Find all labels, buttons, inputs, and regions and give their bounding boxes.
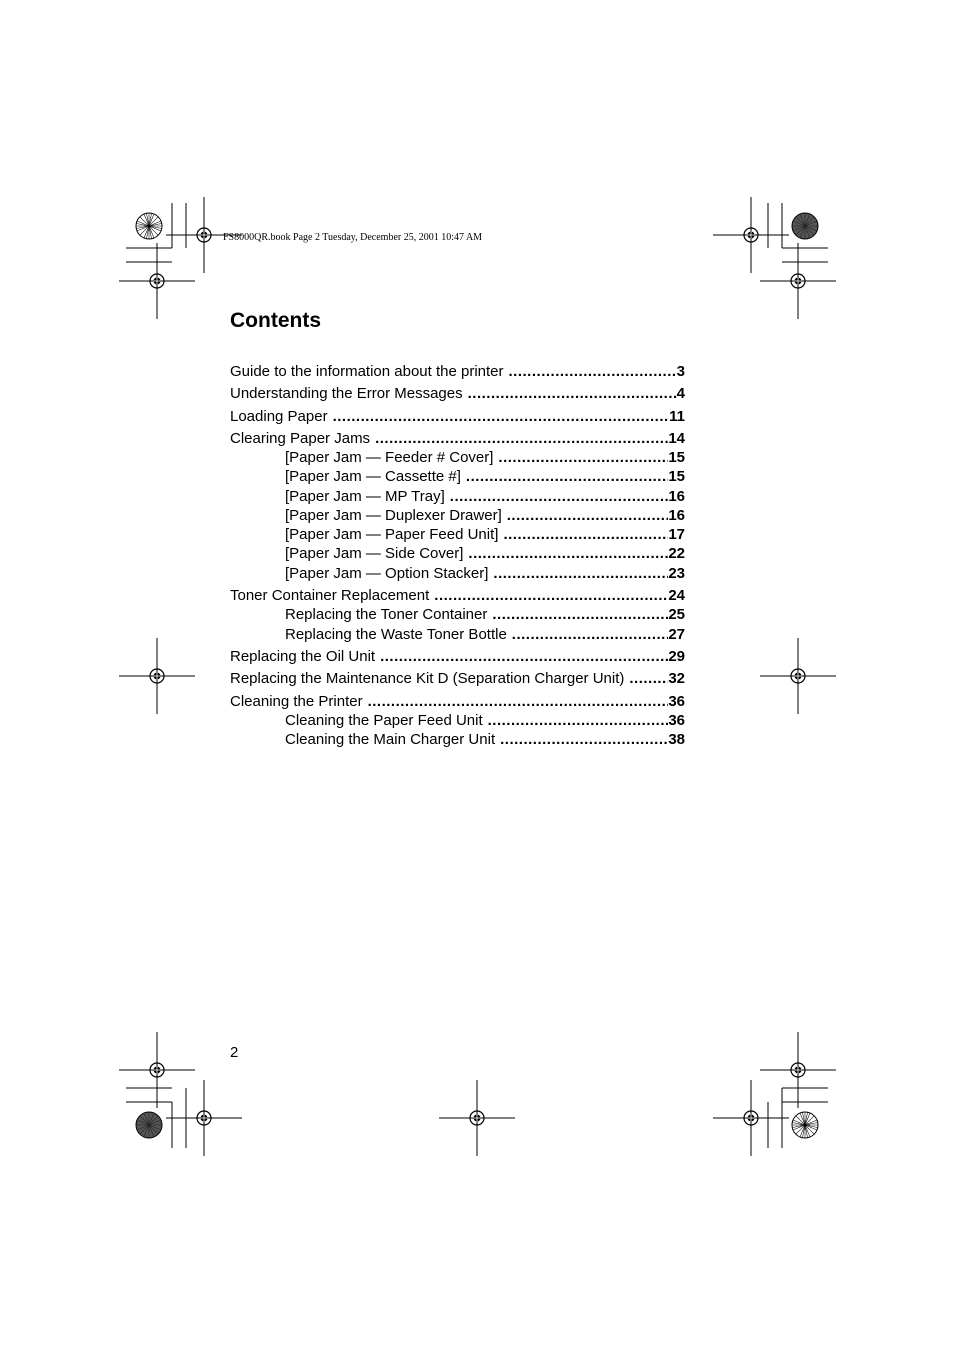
print-slug: FS8000QR.book Page 2 Tuesday, December 25, 2001 10:47 AM (223, 232, 483, 243)
crosshair-circle-icon (760, 1032, 836, 1108)
toc-entry-page: 25 (668, 606, 685, 623)
toc-leader-dots (629, 669, 668, 688)
toc-leader-dots (498, 448, 668, 467)
toc-entry[interactable] (285, 711, 685, 730)
toc-leader-dots (492, 605, 668, 624)
toc-leader-dots (434, 586, 668, 605)
toc-entry[interactable] (230, 384, 685, 403)
toc-leader-dots (450, 487, 669, 506)
toc-entry-page: 15 (668, 468, 685, 485)
starburst-target-icon (792, 1112, 818, 1138)
crosshair-circle-icon (713, 197, 789, 273)
toc-entry[interactable] (230, 362, 685, 381)
crosshair-circle-icon (119, 1032, 195, 1108)
toc-leader-dots (509, 362, 677, 381)
toc-entry-label: Cleaning the Main Charger Unit (285, 731, 496, 748)
page-number: 2 (230, 1044, 239, 1061)
toc-leader-dots (512, 625, 669, 644)
toc-entry[interactable] (230, 429, 685, 448)
toc-entry-label: [Paper Jam — Paper Feed Unit] (285, 526, 499, 543)
crosshair-circle-icon (760, 638, 836, 714)
toc-entry-label: Guide to the information about the printer (230, 363, 504, 380)
toc-entry-page: 27 (668, 626, 685, 643)
toc-entry[interactable] (230, 586, 685, 605)
toc-leader-dots (380, 647, 668, 666)
toc-leader-dots (468, 384, 677, 403)
toc-entry[interactable] (230, 407, 685, 426)
toc-entry-page: 38 (668, 731, 685, 748)
toc-entry[interactable] (285, 730, 685, 749)
starburst-target-icon (792, 213, 818, 239)
toc-entry-label: Toner Container Replacement (230, 587, 430, 604)
toc-entry[interactable] (285, 625, 685, 644)
toc-entry-page: 17 (668, 526, 685, 543)
toc-entry[interactable] (285, 544, 685, 563)
toc-entry-label: Replacing the Waste Toner Bottle (285, 626, 507, 643)
toc-entry-label: Loading Paper (230, 408, 328, 425)
toc-entry-page: 15 (668, 449, 685, 466)
crosshair-circle-icon (119, 243, 195, 319)
toc-entry[interactable] (285, 605, 685, 624)
toc-leader-dots (493, 564, 668, 583)
toc-entry-label: Clearing Paper Jams (230, 430, 371, 447)
toc-entry[interactable] (285, 448, 685, 467)
toc-entry-page: 29 (668, 648, 685, 665)
toc-leader-dots (375, 429, 668, 448)
starburst-target-icon (136, 1112, 162, 1138)
crosshair-circle-icon (119, 638, 195, 714)
crosshair-circle-icon (760, 243, 836, 319)
toc-entry-label: Replacing the Maintenance Kit D (Separation Charger Unit) (230, 670, 625, 687)
toc-entry-page: 4 (676, 385, 685, 402)
toc-entry-page: 36 (668, 712, 685, 729)
toc-entry-page: 36 (668, 693, 685, 710)
toc-entry[interactable] (230, 669, 685, 688)
crosshair-circle-icon (166, 1080, 242, 1156)
toc-entry-page: 3 (676, 363, 685, 380)
toc-entry-label: Replacing the Toner Container (285, 606, 488, 623)
crosshair-circle-icon (713, 1080, 789, 1156)
crosshair-circle-icon (439, 1080, 515, 1156)
toc-leader-dots (333, 407, 670, 426)
starburst-target-icon (136, 213, 162, 239)
toc-entry-label: [Paper Jam — Feeder # Cover] (285, 449, 494, 466)
toc-leader-dots (500, 730, 668, 749)
page-title: Contents (230, 309, 321, 332)
toc-leader-dots (468, 544, 668, 563)
toc-entry-page: 16 (668, 488, 685, 505)
toc-entry-label: [Paper Jam — Duplexer Drawer] (285, 507, 502, 524)
toc-entry-label: [Paper Jam — Cassette #] (285, 468, 461, 485)
toc-entry-page: 11 (669, 408, 685, 425)
toc-entry[interactable] (285, 467, 685, 486)
toc-entry-page: 16 (668, 507, 685, 524)
toc-leader-dots (503, 525, 668, 544)
toc-entry-page: 24 (668, 587, 685, 604)
toc-entry[interactable] (285, 487, 685, 506)
toc-entry-page: 22 (668, 545, 685, 562)
toc-leader-dots (507, 506, 669, 525)
toc-entry[interactable] (285, 525, 685, 544)
toc-entry-label: [Paper Jam — MP Tray] (285, 488, 445, 505)
toc-leader-dots (488, 711, 669, 730)
toc-entry[interactable] (285, 506, 685, 525)
toc-entry[interactable] (230, 647, 685, 666)
toc-entry-label: Understanding the Error Messages (230, 385, 463, 402)
toc-entry-page: 14 (668, 430, 685, 447)
toc-leader-dots (368, 692, 669, 711)
toc-entry-page: 32 (668, 670, 685, 687)
toc-entry-label: [Paper Jam — Option Stacker] (285, 565, 489, 582)
toc-entry-label: Cleaning the Printer (230, 693, 363, 710)
toc-entry-label: Replacing the Oil Unit (230, 648, 376, 665)
toc-entry-page: 23 (668, 565, 685, 582)
toc-entry[interactable] (285, 564, 685, 583)
toc-entry-label: [Paper Jam — Side Cover] (285, 545, 464, 562)
toc-leader-dots (466, 467, 668, 486)
toc-entry-label: Cleaning the Paper Feed Unit (285, 712, 483, 729)
toc-entry[interactable] (230, 692, 685, 711)
